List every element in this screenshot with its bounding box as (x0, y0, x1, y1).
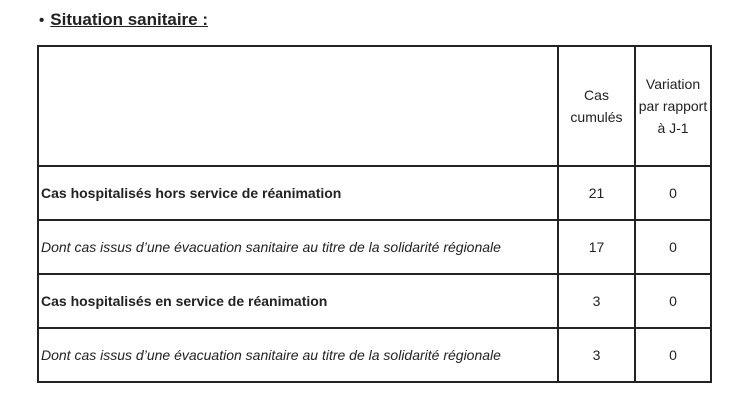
row-label: Dont cas issus d’une évacuation sanitaire au titre de la solidarité régionale (38, 328, 558, 382)
section-title: Situation sanitaire : (50, 10, 209, 29)
row-variation-value: 0 (635, 328, 711, 382)
row-label: Cas hospitalisés en service de réanimation (38, 274, 558, 328)
health-situation-table (37, 45, 712, 383)
row-variation-value: 0 (635, 220, 711, 274)
bullet-icon: • (39, 11, 45, 29)
header-variation: Variation par rapport à J-1 (635, 46, 711, 166)
row-cumulative-value: 3 (558, 328, 635, 382)
row-variation-value: 0 (635, 166, 711, 220)
header-cumulative-cases: Cas cumulés (558, 46, 635, 166)
table-header-row (38, 46, 711, 166)
row-label: Dont cas issus d’une évacuation sanitaire au titre de la solidarité régionale (38, 220, 558, 274)
header-label-cell (38, 46, 558, 166)
row-label: Cas hospitalisés hors service de réanimation (38, 166, 558, 220)
table-row (38, 166, 711, 220)
table-row (38, 220, 711, 274)
row-cumulative-value: 17 (558, 220, 635, 274)
row-variation-value: 0 (635, 274, 711, 328)
row-cumulative-value: 3 (558, 274, 635, 328)
section-heading (39, 10, 208, 30)
table-row (38, 274, 711, 328)
row-cumulative-value: 21 (558, 166, 635, 220)
table-row (38, 328, 711, 382)
